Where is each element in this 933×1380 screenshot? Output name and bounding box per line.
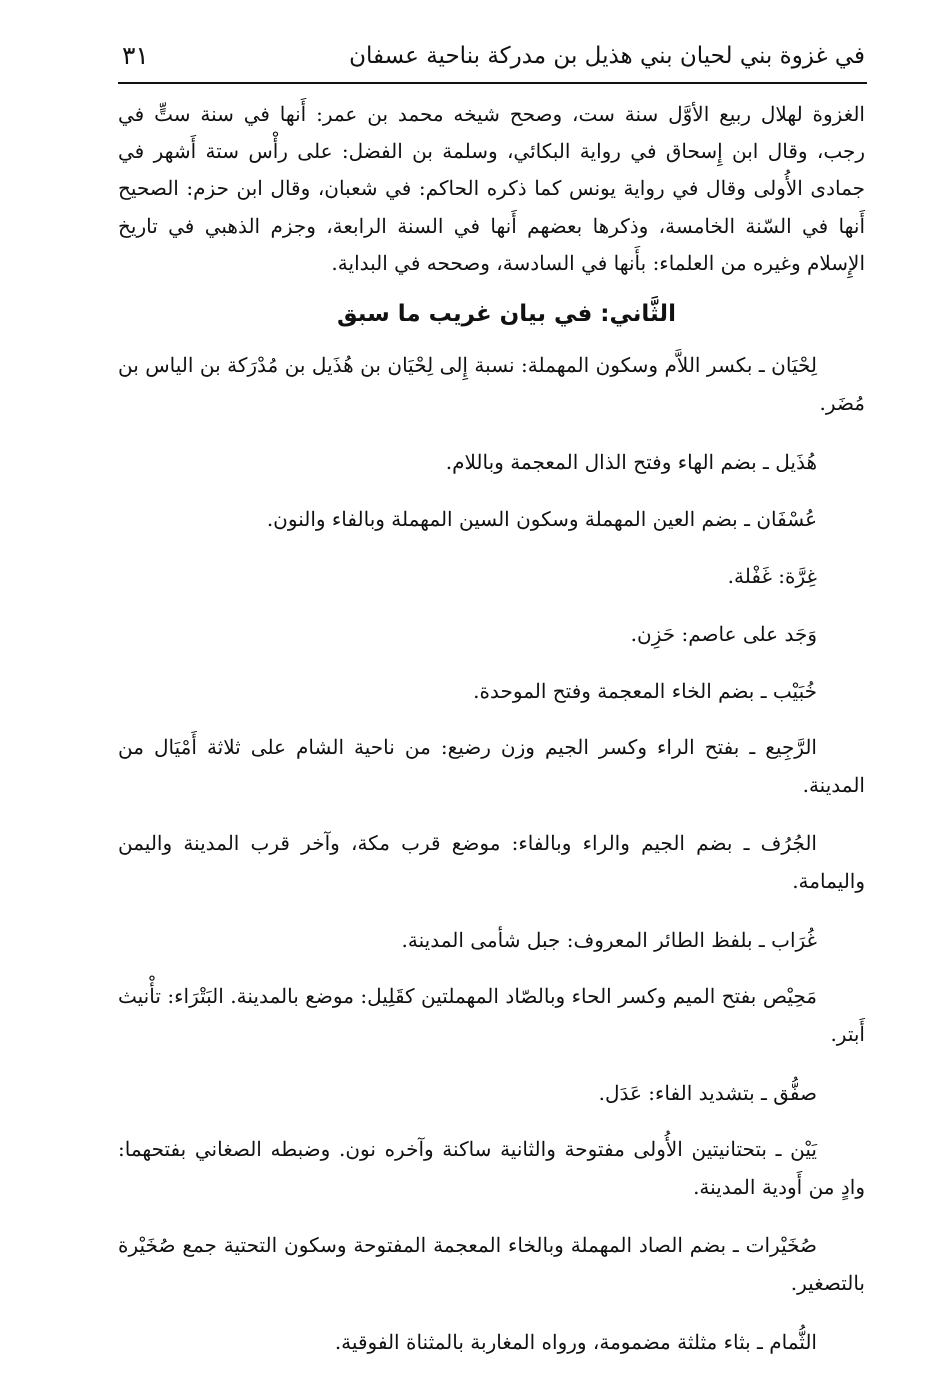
glossary-entry: غُرَاب ـ بلفظ الطائر المعروف: جبل شأمى المدينة. <box>401 927 817 952</box>
glossary-entry: مَحِيْص بفتح الميم وكسر الحاء وبالصّاد المهملتين كقَلِيل: موضع بالمدينة. البَتْرَاء: تأْنيث أَبتر. <box>118 984 865 1047</box>
page-number: ٣١ <box>122 41 149 70</box>
glossary-entry: خُبَيْب ـ بضم الخاء المعجمة وفتح الموحدة. <box>473 678 817 703</box>
glossary-entry: عُسْفَان ـ بضم العين المهملة وسكون السين المهملة وبالفاء والنون. <box>266 507 817 532</box>
running-head-title: في غزوة بني لحيان بني هذيل بن مدركة بناحية عسفان <box>349 43 865 69</box>
glossary-entry: الرَّجِيع ـ بفتح الراء وكسر الجيم وزن رضيع: من ناحية الشام على ثلاثة أَمْيَال من المدينة. <box>118 734 865 797</box>
glossary-entry: صفُّق ـ بتشديد الفاء: عَدَل. <box>598 1081 817 1106</box>
glossary-entry: لِحْيَان ـ بكسر اللاَّم وسكون المهملة: نسبة إِلى لِحْيَان بن هُذَيل بن مُدْرَكة بن الياس بن مُضَر. <box>118 353 865 416</box>
glossary-entry: الجُرُف ـ بضم الجيم والراء وبالفاء: موضع قرب مكة، وآخر قرب المدينة واليمن واليمامة. <box>118 830 865 893</box>
running-head <box>122 36 865 76</box>
glossary-entry: الثُّمام ـ بثاء مثلثة مضمومة، ورواه المغاربة بالمثناة الفوقية. <box>334 1330 817 1355</box>
glossary-entry: وَجَد على عاصم: حَزِن. <box>630 621 817 646</box>
glossary-entry: يَيْن ـ بتحتانيتين الأُولى مفتوحة والثانية ساكنة وآخره نون. وضبطه الصغاني بفتحهما: وادٍ من أَودية المدينة. <box>118 1137 865 1200</box>
section-heading: الثَّاني: في بيان غريب ما سبق <box>337 301 676 328</box>
page-body <box>118 96 865 1380</box>
glossary-entries <box>118 346 865 1380</box>
header-rule <box>118 82 867 84</box>
glossary-entry: هُذَيل ـ بضم الهاء وفتح الذال المعجمة وباللام. <box>445 450 817 475</box>
glossary-entry: صُخَيْرات ـ بضم الصاد المهملة وبالخاء المعجمة المفتوحة وسكون التحتية جمع صُخَيْرة بالتصغير. <box>118 1233 865 1296</box>
glossary-entry: غِرَّة: غَفْلة. <box>727 564 817 589</box>
intro-paragraph: الغزوة لهلال ربيع الأوَّل سنة ست، وصحح شيخه محمد بن عمر: أَنها في سنة ستٍّ في رجب، وقال ابن إِسحاق في رواية البكائي، وسلمة بن الفضل: على رأْس ستة أَشهر في جمادى الأُولى وقال في رواية يونس كما ذكره الحاكم: في شعبان، وقال ابن حزم: الصحيح أَنها في السّنة الخامسة، وذكرها بعضهم أَنها في السنة الرابعة، وجزم الذهبي في تاريخ الإِسلام وغيره من العلماء: بأَنها في السادسة، وصححه في البداية. <box>118 102 865 275</box>
